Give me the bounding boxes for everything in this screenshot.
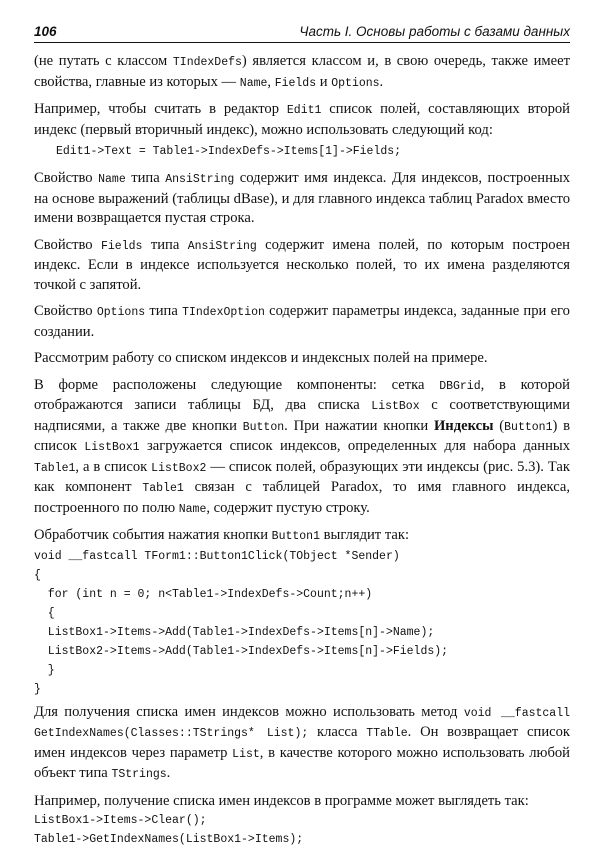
paragraph-4: Свойство Fields типа AnsiString содержит имена полей, по которым построен индекс. Если в индексе используется несколько полей, то их имена разделяются точкой с запятой. [34,236,570,293]
book-page [34,24,570,849]
paragraph-1: (не путать с классом TIndexDefs) является классом и, в свою очередь, также имеет свойства, главные из которых — Name, Fields и Options. [34,53,570,90]
code-line: } [34,682,41,696]
code-line: void __fastcall TForm1::Button1Click(TObject *Sender) [34,549,400,563]
code-snippet-1: Edit1->Text = Table1->IndexDefs->Items[1]->Fields; [56,145,402,158]
code-line: ListBox1->Items->Clear(); [34,814,207,827]
code-line: ListBox1->Items->Add(Table1->IndexDefs->Items[n]->Name); [34,625,435,639]
paragraph-2: Например, чтобы считать в редактор Edit1 список полей, составляющих второй индекс (первый вторичный индекс), можно использовать следующий код: [34,101,570,138]
paragraph-7: В форме расположены следующие компоненты: сетка DBGrid, в которой отображаются записи таблицы БД, два списка ListBox с соответствующими надписями, а также две кнопки Button. При нажатии кнопки Индексы (Button1) в список ListBox1 загружается список индексов, определенных для набора данных Table1, а в список ListBox2 — список полей, образующих эти индексы (рис. 5.3). Так как компонент Table1 связан с таблицей Paradox, то имя главного индекса, построенного по полю Name, содержит пустую строку. [34,376,571,516]
code-line: for (int n = 0; n<Table1->IndexDefs->Count;n++) [34,587,373,601]
running-title: Часть I. Основы работы с базами данных [299,24,570,39]
running-header [34,24,570,43]
code-listing-1 [34,547,570,699]
code-line: ListBox2->Items->Add(Table1->IndexDefs->Items[n]->Fields); [34,644,449,658]
code-line: } [34,663,55,677]
page-number: 106 [34,24,57,39]
code-listing-2 [34,811,570,849]
paragraph-8: Обработчик события нажатия кнопки Button1 выглядит так: [34,527,410,543]
paragraph-3: Свойство Name типа AnsiString содержит имя индекса. Для индексов, построенных на основе выражений (таблицы dBase), и для главного индекса таблиц Paradox вместо имени возвращается пустая строка. [34,170,570,226]
code-line: { [34,568,41,582]
code-line: { [34,606,55,620]
paragraph-5: Свойство Options типа TIndexOption содержит параметры индекса, заданные при его создании. [34,303,570,340]
paragraph-10: Например, получение списка имен индексов в программе может выглядеть так: [34,792,529,809]
code-line: Table1->GetIndexNames(ListBox1->Items); [34,833,304,846]
paragraph-6: Рассмотрим работу со списком индексов и индексных полей на примере. [34,350,488,366]
paragraph-9: Для получения списка имен индексов можно использовать метод void __fastcall GetIndexNames(Classes::TStrings* List); класса TTable. Он возвращает список имен индексов через параметр List, в качестве которого можно использовать любой объект типа TStrings. [34,703,570,781]
